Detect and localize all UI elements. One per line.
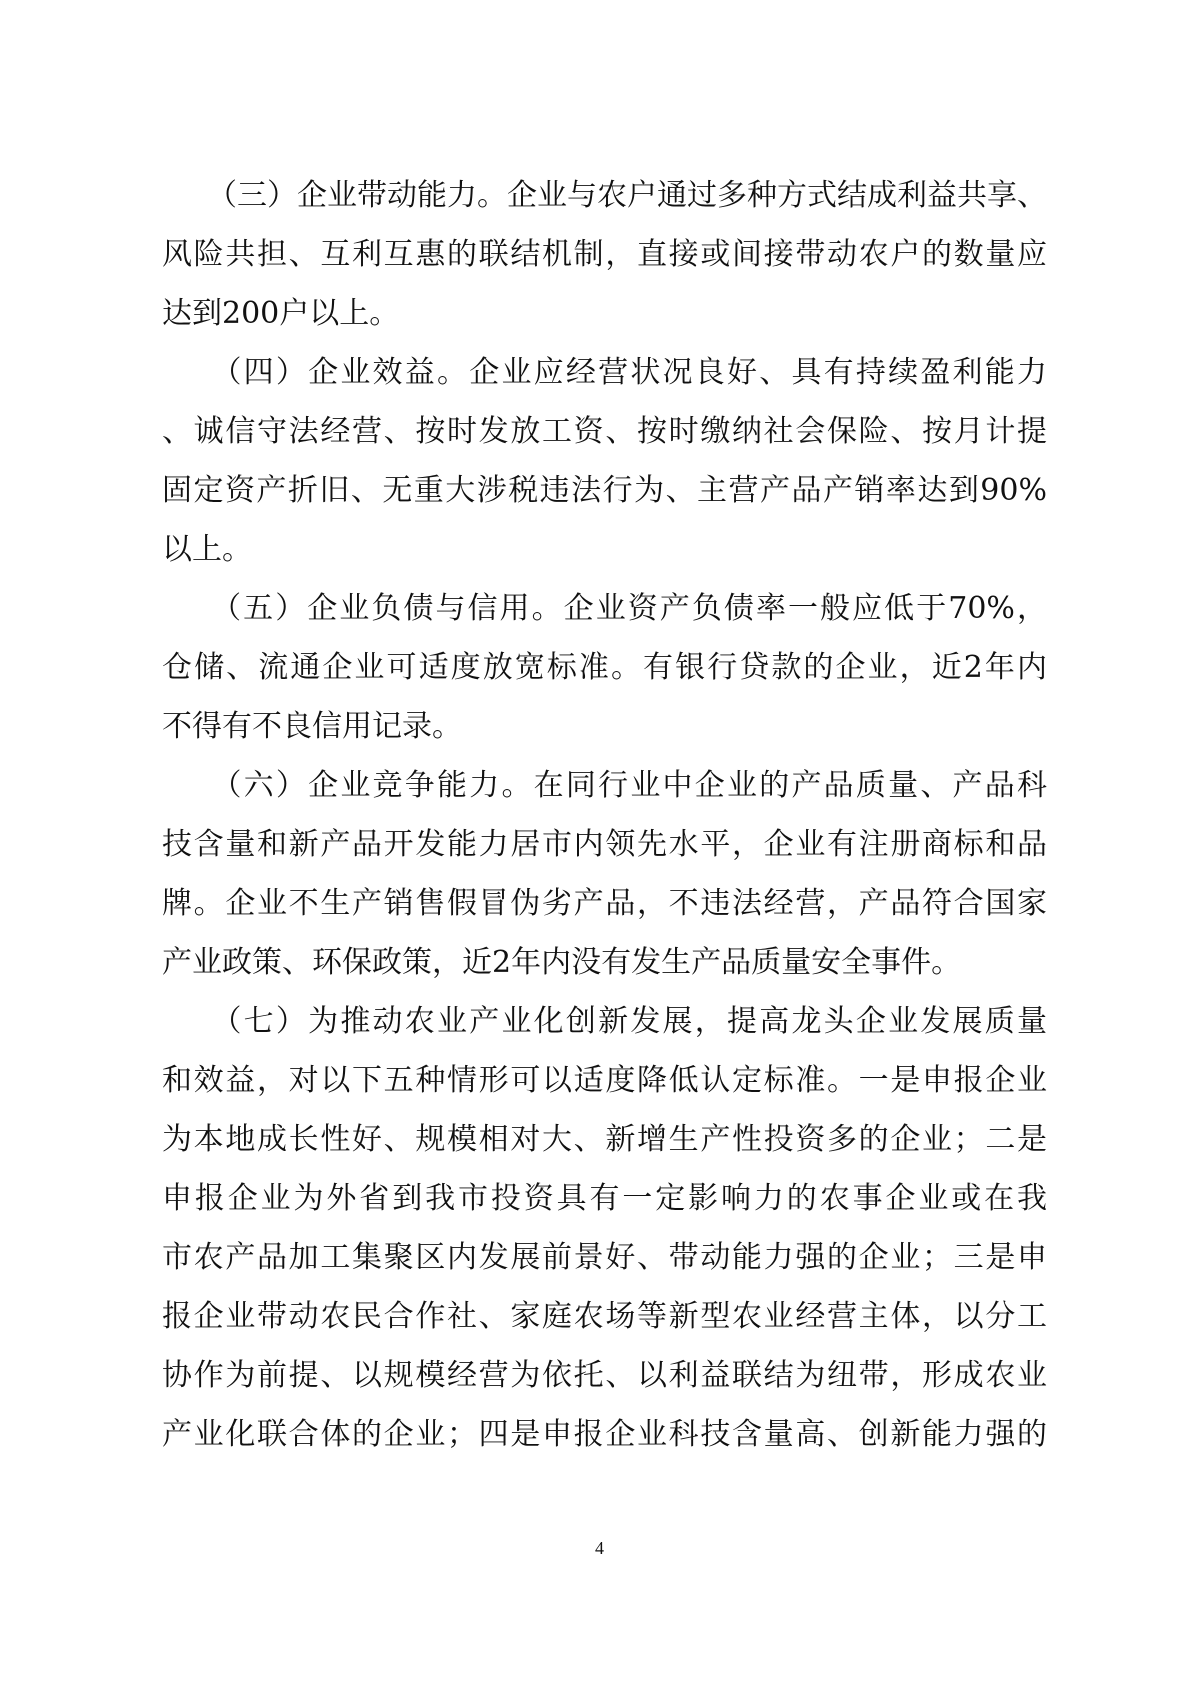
text-line: 以上。 xyxy=(162,532,252,567)
text-line: （六）企业竞争能力。在同行业中企业的产品质量、产品科 xyxy=(162,768,1047,803)
text-line: 申报企业为外省到我市投资具有一定影响力的农事企业或在我 xyxy=(162,1181,1047,1216)
text-line: 仓储、流通企业可适度放宽标准。有银行贷款的企业，近2年内 xyxy=(162,650,1047,685)
text-line: 产业政策、环保政策，近2年内没有发生产品质量安全事件。 xyxy=(162,945,962,980)
text-line: （四）企业效益。企业应经营状况良好、具有持续盈利能力 xyxy=(162,355,1047,390)
text-line: 产业化联合体的企业；四是申报企业科技含量高、创新能力强的 xyxy=(162,1417,1047,1452)
text-line: 技含量和新产品开发能力居市内领先水平，企业有注册商标和品 xyxy=(162,827,1047,862)
text-line: 为本地成长性好、规模相对大、新增生产性投资多的企业；二是 xyxy=(162,1122,1047,1157)
text-line: 、诚信守法经营、按时发放工资、按时缴纳社会保险、按月计提 xyxy=(162,414,1047,449)
text-line: （三）企业带动能力。企业与农户通过多种方式结成利益共享、 xyxy=(162,178,1047,213)
text-line: 报企业带动农民合作社、家庭农场等新型农业经营主体，以分工 xyxy=(162,1299,1047,1334)
page-number: 4 xyxy=(595,1538,604,1558)
text-line: 协作为前提、以规模经营为依托、以利益联结为纽带，形成农业 xyxy=(162,1358,1047,1393)
text-line: 固定资产折旧、无重大涉税违法行为、主营产品产销率达到90% xyxy=(162,473,1047,508)
text-line: 达到200户以上。 xyxy=(162,296,400,331)
text-line: 和效益，对以下五种情形可以适度降低认定标准。一是申报企业 xyxy=(162,1063,1047,1098)
text-line: （七）为推动农业产业化创新发展，提高龙头企业发展质量 xyxy=(162,1004,1047,1039)
text-line: 不得有不良信用记录。 xyxy=(162,709,462,744)
text-line: 牌。企业不生产销售假冒伪劣产品，不违法经营，产品符合国家 xyxy=(162,886,1047,921)
text-line: 市农产品加工集聚区内发展前景好、带动能力强的企业；三是申 xyxy=(162,1240,1047,1275)
text-line: 风险共担、互利互惠的联结机制，直接或间接带动农户的数量应 xyxy=(162,237,1047,272)
body-text xyxy=(162,166,1047,1464)
text-line: （五）企业负债与信用。企业资产负债率一般应低于70%， xyxy=(162,591,1047,626)
